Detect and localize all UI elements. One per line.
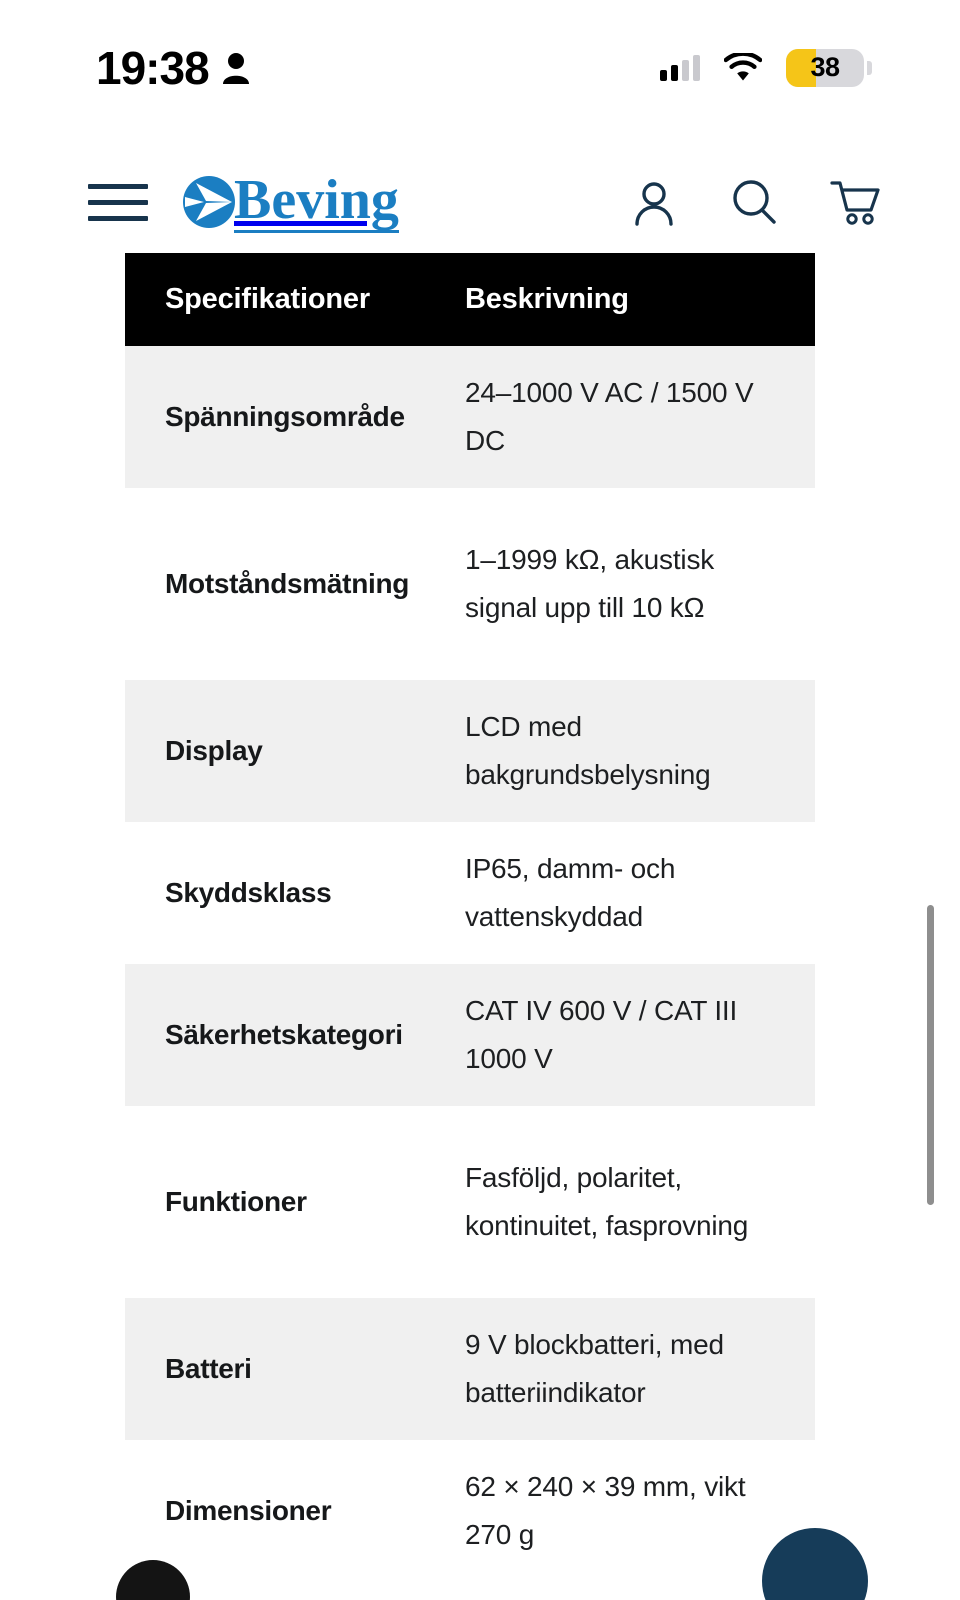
column-header-specifications: Specifikationer <box>165 283 370 315</box>
wifi-icon <box>724 53 762 82</box>
spec-label: Säkerhetskategori <box>165 1019 403 1050</box>
spec-value: 9 V blockbatteri, med batteriindikator <box>465 1328 724 1408</box>
user-account-icon[interactable] <box>628 176 680 228</box>
status-time: 19:38 <box>96 41 209 94</box>
spec-value: Fasföljd, polaritet, kontinuitet, fasprovning <box>465 1161 749 1241</box>
table-row <box>125 1298 815 1440</box>
hamburger-menu-icon[interactable] <box>88 184 148 221</box>
battery-percent-label: 38 <box>810 52 840 82</box>
table-row <box>125 964 815 1106</box>
spec-value: 1–1999 kΩ, akustisk signal upp till 10 kΩ <box>465 543 715 623</box>
site-header <box>0 152 960 252</box>
spec-label: Dimensioner <box>165 1495 332 1526</box>
battery-indicator <box>786 49 872 87</box>
spec-value: LCD med bakgrundsbelysning <box>465 710 711 790</box>
spec-value: 62 × 240 × 39 mm, vikt 270 g <box>465 1470 746 1550</box>
site-logo[interactable] <box>182 168 399 233</box>
logo-wordmark: Beving <box>234 168 399 231</box>
table-row <box>125 346 815 488</box>
spec-label: Spänningsområde <box>165 401 405 432</box>
status-bar-left <box>96 41 249 94</box>
cellular-signal-icon <box>660 55 700 81</box>
table-row <box>125 1440 815 1582</box>
spec-label: Display <box>165 735 263 766</box>
status-bar-right <box>660 49 872 87</box>
hamburger-line <box>88 216 148 221</box>
spec-label: Skyddsklass <box>165 877 332 908</box>
spec-value: CAT IV 600 V / CAT III 1000 V <box>465 994 738 1074</box>
header-actions <box>628 176 882 228</box>
spec-value: IP65, damm- och vattenskyddad <box>465 852 676 932</box>
shopping-cart-icon[interactable] <box>828 176 882 228</box>
battery-body <box>786 49 864 87</box>
spec-label: Motståndsmätning <box>165 568 410 599</box>
table-row <box>125 1106 815 1298</box>
column-header-description: Beskrivning <box>465 282 629 315</box>
person-icon <box>223 52 249 84</box>
hamburger-line <box>88 184 148 189</box>
specifications-table <box>125 253 815 1582</box>
table-row <box>125 822 815 964</box>
spec-label: Batteri <box>165 1353 252 1384</box>
hamburger-line <box>88 200 148 205</box>
table-row <box>125 680 815 822</box>
page-scrollbar[interactable] <box>927 905 934 1205</box>
battery-nub <box>867 61 872 75</box>
spec-value: 24–1000 V AC / 1500 V DC <box>465 376 754 456</box>
spec-label: Funktioner <box>165 1186 307 1217</box>
status-bar <box>0 0 960 135</box>
search-icon[interactable] <box>728 176 780 228</box>
table-row <box>125 488 815 680</box>
beving-circle-arrow-logo-icon <box>182 175 236 229</box>
table-header-row <box>125 253 815 346</box>
